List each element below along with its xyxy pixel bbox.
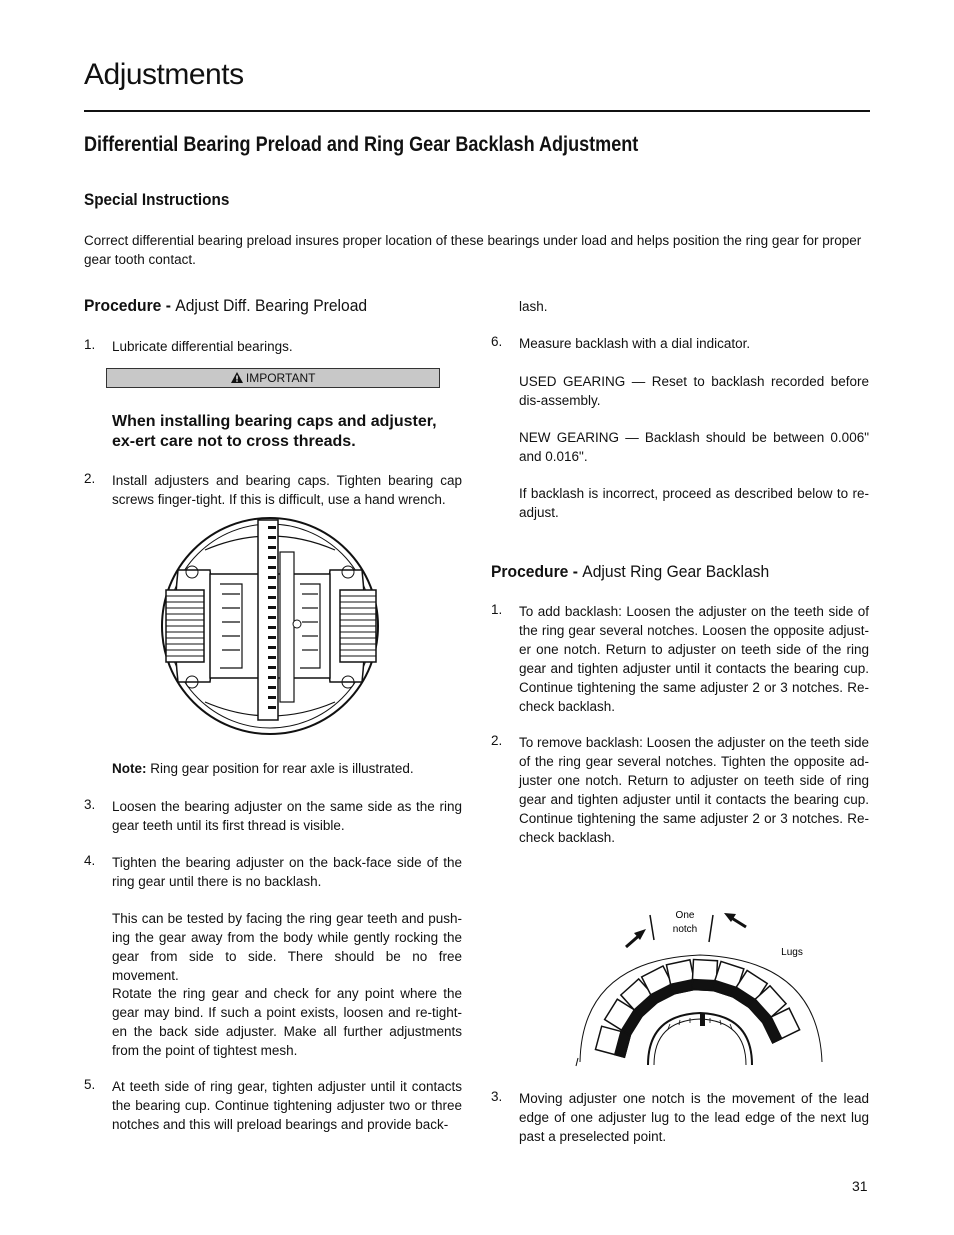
incorrect-backlash-text: If backlash is incorrect, proceed as described below to re-adjust.: [519, 486, 869, 520]
step-number: 3.: [491, 1089, 503, 1104]
special-instructions-text: Correct differential bearing preload insures proper location of these bearings under load and helps position the ring gear for proper gear tooth contact.: [84, 233, 862, 267]
backlash-step-1-text: To add backlash: Loosen the adjuster on the teeth side of the ring gear several notches. Loosen the opposite adjust-er one notch. Return to adjuster on teeth side of the ring gear and tighten adjuster until it contacts the bearing cup. Continue tightening the same adjuster 2 or 3 notches. Re-check backlash.: [519, 604, 869, 714]
warning-icon: [231, 372, 243, 383]
used-gearing-text: USED GEARING — Reset to backlash recorded before dis-assembly.: [519, 374, 869, 408]
step-number: 1.: [84, 337, 96, 352]
procedure-backlash-heading: Procedure - Adjust Ring Gear Backlash: [491, 562, 770, 581]
procedure-preload-heading: Procedure - Adjust Diff. Bearing Preload: [84, 296, 368, 315]
step-number: 2.: [84, 471, 96, 486]
page-title: Adjustments: [84, 58, 244, 91]
backlash-step-2-text: To remove backlash: Loosen the adjuster on the teeth side of the ring gear several notches. Tighten the opposite ad-juster one notch. Return to adjuster on teeth side of ring gear and tighten adjuster until it contacts the bearing cup. Continue tightening the same adjuster 2 or 3 notches. Re-check backlash.: [519, 735, 869, 845]
step-4-paragraph-3: Rotate the ring gear and check for any point where the gear may bind. If such a point exists, loosen and re-tight-en the back side adjuster. Make all further adjustments from the point of tightest mesh.: [112, 986, 462, 1058]
note: Note: Ring gear position for rear axle is illustrated.: [112, 761, 414, 776]
special-instructions-heading: Special Instructions: [84, 190, 230, 209]
new-gearing-text: NEW GEARING — Backlash should be between 0.006" and 0.016".: [519, 430, 869, 464]
step-number: 3.: [84, 797, 96, 812]
adjuster-lugs-illustration: [570, 900, 840, 1070]
notch-label: notch: [672, 924, 698, 935]
step-1-text: Lubricate differential bearings.: [112, 339, 293, 354]
differential-illustration: [150, 512, 390, 742]
important-banner: IMPORTANT: [106, 368, 440, 388]
step-2-text: Install adjusters and bearing caps. Tighten bearing cap screws finger-tight. If this is difficult, use a hand wrench.: [112, 473, 462, 507]
step-number: 6.: [491, 334, 503, 349]
step-4-paragraph-2: This can be tested by facing the ring gear teeth and push-ing the gear away from the body while gently rocking the gear from side to side. There should be no free movement.: [112, 911, 462, 983]
step-number: 1.: [491, 602, 503, 617]
lugs-label: Lugs: [781, 947, 803, 958]
section-title: Differential Bearing Preload and Ring Gear Backlash Adjustment: [84, 133, 639, 156]
step-number: 5.: [84, 1077, 96, 1092]
one-label: One: [675, 910, 695, 921]
backlash-step-3-text: Moving adjuster one notch is the movement of the lead edge of one adjuster lug to the lead edge of the next lug past a preselected point.: [519, 1091, 869, 1144]
step-4-text: Tighten the bearing adjuster on the back-face side of the ring gear until there is no backlash.: [112, 855, 462, 889]
warning-text: When installing bearing caps and adjuster, ex-ert care not to cross threads.: [112, 413, 437, 450]
page-number: 31: [852, 1178, 868, 1194]
title-rule: [84, 110, 870, 112]
step-6-text: Measure backlash with a dial indicator.: [519, 336, 751, 351]
step-5-text: At teeth side of ring gear, tighten adjuster until it contacts the bearing cup. Continue tightening adjuster two or three notches and this will preload bearings and provide back-: [112, 1079, 462, 1132]
step-number: 4.: [84, 853, 96, 868]
step-number: 2.: [491, 733, 503, 748]
step-5-continued: lash.: [519, 299, 548, 314]
step-3-text: Loosen the bearing adjuster on the same side as the ring gear teeth until its first thread is visible.: [112, 799, 462, 833]
